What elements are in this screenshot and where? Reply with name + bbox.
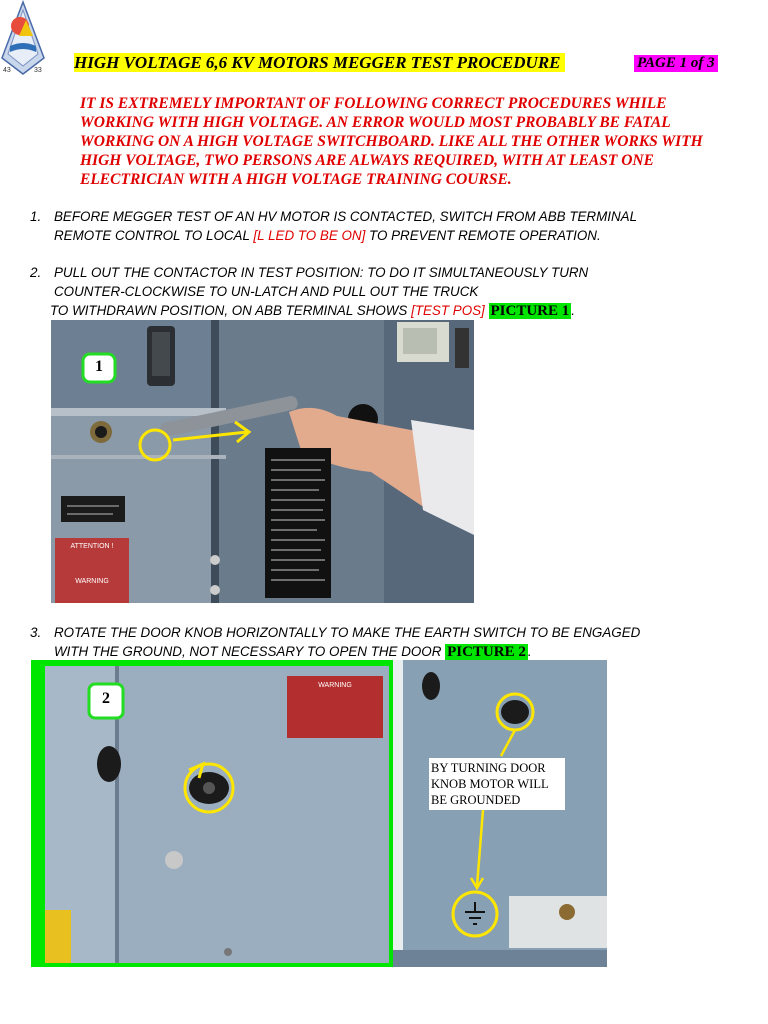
step-text: . (527, 644, 532, 659)
page-indicator: PAGE 1 of 3 (634, 55, 718, 72)
step-text: WITH THE GROUND, NOT NECESSARY TO OPEN THE DOOR (54, 644, 446, 659)
page-title: HIGH VOLTAGE 6,6 KV MOTORS MEGGER TEST PROCEDURE (74, 53, 565, 73)
step-text: TO WITHDRAWN POSITION, ON ABB TERMINAL SHOWS (50, 303, 412, 318)
warning-plate: WARNING (75, 578, 109, 585)
step-text: PULL OUT THE CONTACTOR IN TEST POSITION: TO DO IT SIMULTANEOUSLY TURN (54, 265, 589, 280)
step-text: TO PREVENT REMOTE OPERATION. (365, 228, 601, 243)
step-number: 2. (30, 265, 42, 280)
picture-1-photo (51, 320, 474, 603)
company-logo (0, 0, 46, 76)
picture-2-marker: 2 (102, 690, 110, 707)
picture-1-marker: 1 (95, 358, 103, 375)
step-text: ROTATE THE DOOR KNOB HORIZONTALLY TO MAKE THE EARTH SWITCH TO BE ENGAGED (54, 625, 641, 640)
safety-warning (80, 94, 750, 189)
callout-line: BE GROUNDED (431, 793, 521, 807)
grounding-callout (431, 760, 563, 808)
warning-line: ELECTRICIAN WITH A HIGH VOLTAGE TRAINING COURSE. (80, 171, 512, 188)
step-3 (30, 623, 640, 662)
warning-line: WORKING ON A HIGH VOLTAGE SWITCHBOARD. LIKE ALL THE OTHER WORKS WITH (80, 133, 703, 150)
picture-2-tag: PICTURE 2 (447, 644, 526, 660)
warning-line: IT IS EXTREMELY IMPORTANT OF FOLLOWING CORRECT PROCEDURES WHILE (80, 95, 667, 112)
step-text: BEFORE MEGGER TEST OF AN HV MOTOR IS CONTACTED, SWITCH FROM ABB TERMINAL (54, 209, 638, 224)
logo-number-right: 33 (34, 67, 42, 74)
callout-line: BY TURNING DOOR (431, 761, 546, 775)
step-2 (30, 263, 588, 321)
step-number: 1. (30, 209, 42, 224)
warning-plate: WARNING (318, 682, 352, 689)
step-number: 3. (30, 625, 42, 640)
step-highlight: [TEST POS] (411, 303, 485, 318)
step-text: REMOTE CONTROL TO LOCAL (54, 228, 254, 243)
callout-line: KNOB MOTOR WILL (431, 777, 549, 791)
warning-line: HIGH VOLTAGE, TWO PERSONS ARE ALWAYS REQUIRED, WITH AT LEAST ONE (80, 152, 654, 169)
step-text: COUNTER-CLOCKWISE TO UN-LATCH AND PULL OUT THE TRUCK (54, 284, 479, 299)
picture-1-tag: PICTURE 1 (490, 303, 570, 319)
attention-plate: ATTENTION ! (70, 543, 114, 550)
step-highlight: [L LED TO BE ON] (253, 228, 366, 243)
step-text: . (571, 303, 575, 318)
warning-line: WORKING WITH HIGH VOLTAGE. AN ERROR WOULD MOST PROBABLY BE FATAL (80, 114, 671, 131)
logo-number-left: 43 (3, 67, 11, 74)
step-1 (30, 207, 637, 245)
picture-2-photo (31, 660, 607, 967)
